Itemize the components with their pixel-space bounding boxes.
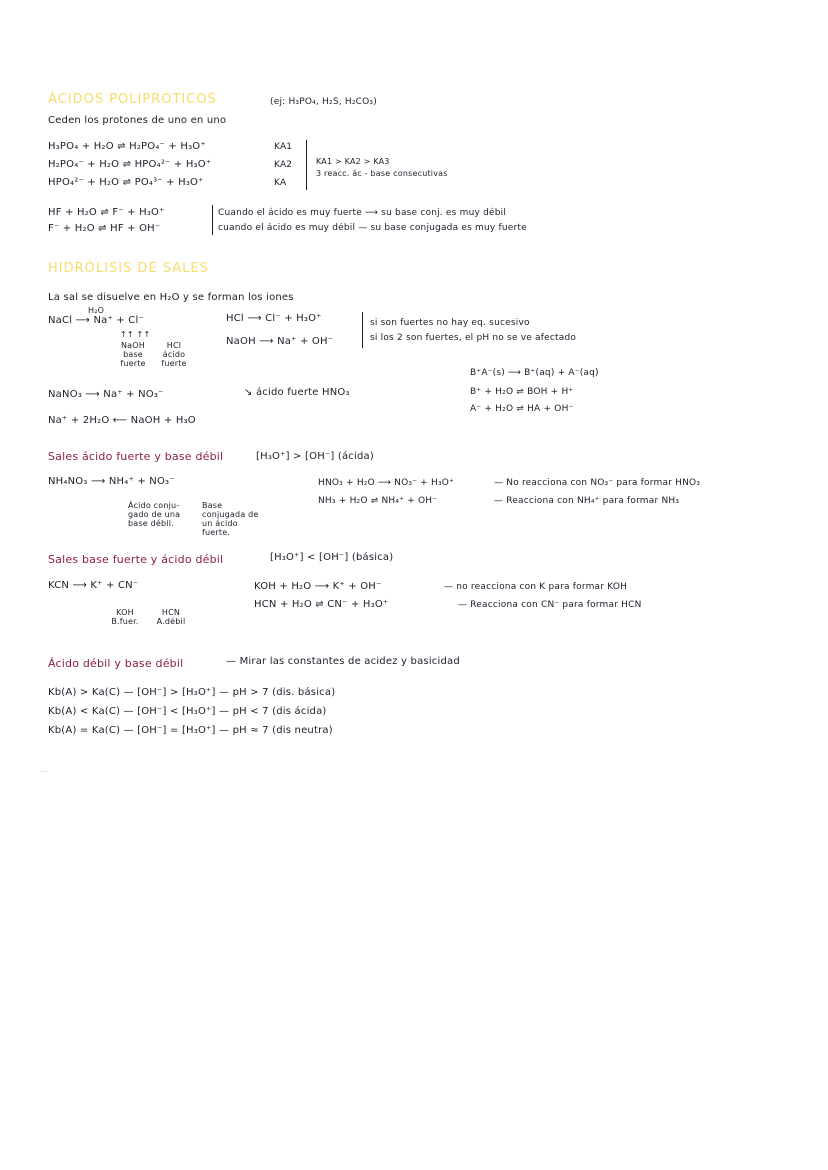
general-equation: B⁺ + H₂O ⇌ BOH + H⁺ (470, 387, 574, 397)
conjugate-base-label: Base conjugada de un ácido fuerte. (202, 501, 259, 537)
trailing-marks: ... (40, 765, 49, 774)
conjugate-acid-label: Ácido conju- gado de una base débil. (128, 501, 181, 528)
equation: H₂PO₄⁻ + H₂O ⇌ HPO₄²⁻ + H₃O⁺ (48, 159, 212, 170)
reaction-note: — Reacciona con CN⁻ para formar HCN (458, 600, 642, 610)
equation: HPO₄²⁻ + H₂O ⇌ PO₄³⁻ + H₃O⁺ (48, 177, 204, 188)
strength-note: Cuando el ácido es muy fuerte ⟶ su base conj. es muy débil (218, 208, 507, 218)
equation: HCl ⟶ Cl⁻ + H₃O⁺ (226, 313, 322, 324)
section-title-hydrolysis: HIDRÓLISIS DE SALES (48, 261, 209, 276)
water-condition: H₂O (88, 306, 105, 315)
brace (212, 205, 213, 235)
consecutive-note: 3 reacc. ác - base consecutivas (316, 169, 448, 178)
ka-label: KA1 (274, 142, 293, 152)
acidic-condition: [H₃O⁺] > [OH⁻] (ácida) (256, 451, 374, 462)
brace (362, 312, 363, 348)
reaction-note: — Reacciona con NH₄⁺ para formar NH₃ (494, 496, 680, 506)
polyprotic-example: (ej: H₃PO₄, H₂S, H₂CO₃) (270, 97, 377, 107)
equation: NaOH ⟶ Na⁺ + OH⁻ (226, 336, 334, 347)
equation: KCN ⟶ K⁺ + CN⁻ (48, 580, 139, 591)
section-title-acidic-salts: Sales ácido fuerte y base débil (48, 450, 224, 463)
reaction: HCN + H₂O ⇌ CN⁻ + H₃O⁺ (254, 599, 389, 610)
general-equation: B⁺A⁻(s) ⟶ B⁺(aq) + A⁻(aq) (470, 368, 599, 378)
strength-note: cuando el ácido es muy débil — su base conjugada es muy fuerte (218, 223, 527, 233)
basic-condition: [H₃O⁺] < [OH⁻] (básica) (270, 552, 394, 563)
brace (306, 140, 307, 190)
ka-label: KA2 (274, 160, 293, 170)
ka-label: KA (274, 178, 287, 188)
reaction: KOH + H₂O ⟶ K⁺ + OH⁻ (254, 581, 382, 592)
comparison-row: Kb(A) = Ka(C) — [OH⁻] = [H₃O⁺] — pH ≈ 7 (dis neutra) (48, 725, 333, 736)
equation: Na⁺ + 2H₂O ⟵ NaOH + H₃O (48, 415, 196, 426)
ka-order-note: KA1 > KA2 > KA3 (316, 157, 390, 166)
equation: NH₄NO₃ ⟶ NH₄⁺ + NO₃⁻ (48, 476, 175, 487)
reaction: HNO₃ + H₂O ⟶ NO₃⁻ + H₃O⁺ (318, 478, 454, 488)
weak-acid-label: HCN A.débil (156, 608, 186, 626)
section-title-polyprotic: ÁCIDOS POLIPRÓTICOS (48, 92, 217, 107)
weak-weak-subtitle: — Mirar las constantes de acidez y basicidad (226, 656, 460, 667)
hydrolysis-intro: La sal se disuelve en H₂O y se forman los iones (48, 292, 294, 303)
strong-acid-note: ↘ ácido fuerte HNO₃ (244, 387, 350, 398)
polyprotic-intro: Ceden los protones de uno en uno (48, 115, 227, 126)
general-equation: A⁻ + H₂O ⇌ HA + OH⁻ (470, 404, 574, 414)
reaction-note: — No reacciona con NO₃⁻ para formar HNO₃ (494, 478, 701, 488)
strong-base-label: KOH B.fuer. (111, 608, 139, 626)
section-title-basic-salts: Sales base fuerte y ácido débil (48, 553, 224, 566)
strong-note: si los 2 son fuertes, el pH no se ve afectado (370, 333, 577, 343)
base-label: NaOH base fuerte (120, 341, 146, 368)
equation: H₃PO₄ + H₂O ⇌ H₂PO₄⁻ + H₃O⁺ (48, 141, 206, 152)
reaction: NH₃ + H₂O ⇌ NH₄⁺ + OH⁻ (318, 496, 438, 506)
equation: HF + H₂O ⇌ F⁻ + H₃O⁺ (48, 207, 165, 218)
equation: F⁻ + H₂O ⇌ HF + OH⁻ (48, 223, 161, 234)
reaction-note: — no reacciona con K para formar KOH (444, 582, 628, 592)
arrows: ↑↑ ↑↑ (120, 330, 151, 339)
section-title-weak-weak: Ácido débil y base débil (48, 657, 184, 670)
comparison-row: Kb(A) > Ka(C) — [OH⁻] > [H₃O⁺] — pH > 7 (dis. básica) (48, 687, 336, 698)
equation: NaCl ⟶ Na⁺ + Cl⁻ (48, 315, 144, 326)
strong-note: si son fuertes no hay eq. sucesivo (370, 318, 530, 328)
comparison-row: Kb(A) < Ka(C) — [OH⁻] < [H₃O⁺] — pH < 7 (dis ácida) (48, 706, 327, 717)
acid-label: HCl ácido fuerte (161, 341, 187, 368)
equation: NaNO₃ ⟶ Na⁺ + NO₃⁻ (48, 389, 164, 400)
